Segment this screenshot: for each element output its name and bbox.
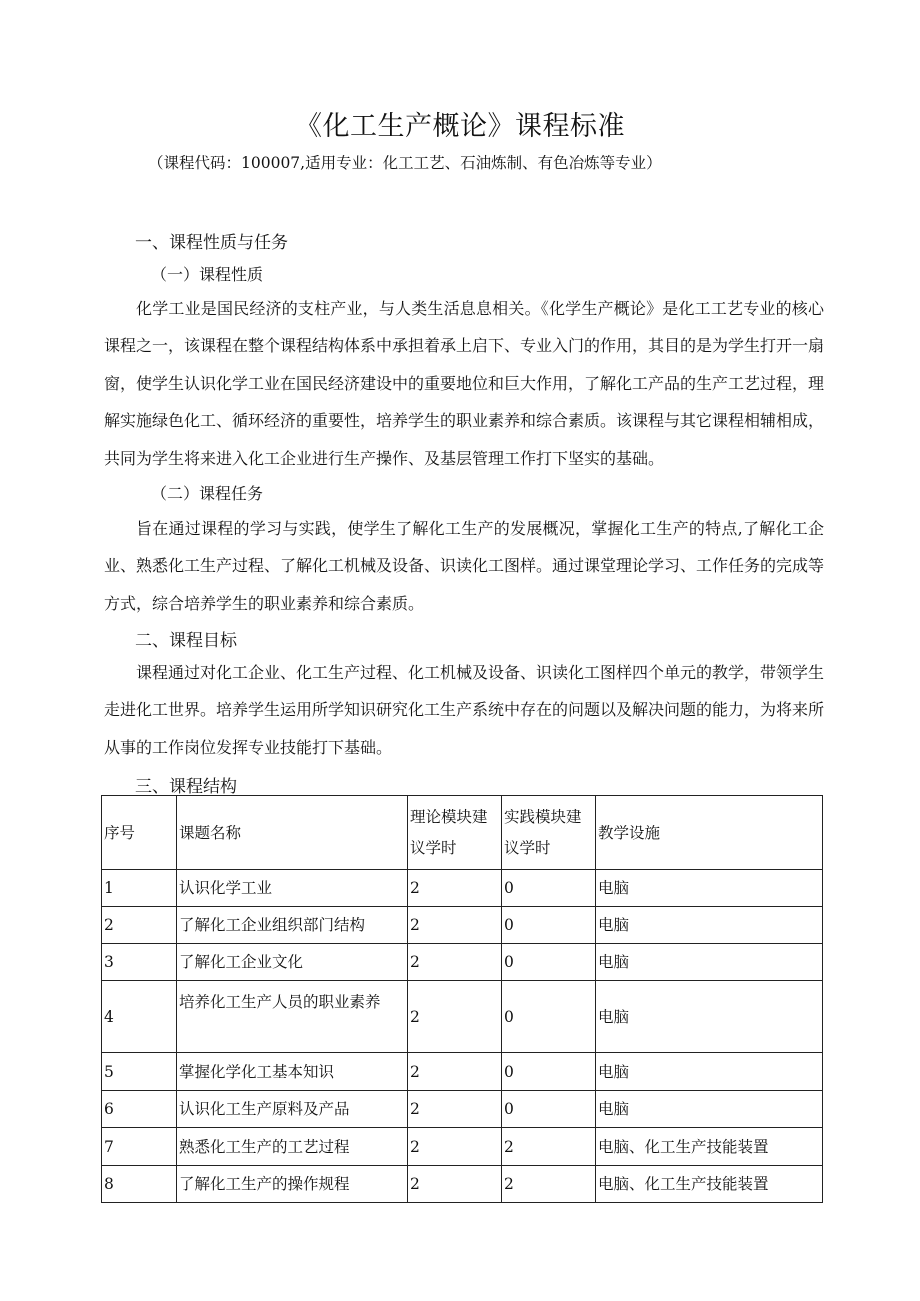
cell-index: 4 [102, 981, 177, 1053]
table-row [102, 1053, 823, 1091]
cell-index: 8 [102, 1166, 177, 1203]
cell-topic: 培养化工生产人员的职业素养 [177, 981, 408, 1053]
cell-facilities: 电脑 [596, 1091, 823, 1128]
section-heading-1: 一、课程性质与任务 [135, 233, 288, 253]
cell-practice-hours: 0 [502, 907, 596, 944]
table-header-row [102, 796, 823, 870]
cell-practice-hours: 0 [502, 944, 596, 981]
cell-facilities: 电脑、化工生产技能装置 [596, 1166, 823, 1203]
cell-practice-hours: 0 [502, 870, 596, 907]
header-cell-topic: 课题名称 [177, 796, 408, 870]
cell-theory-hours: 2 [408, 1166, 502, 1203]
cell-practice-hours: 2 [502, 1166, 596, 1203]
cell-index: 1 [102, 870, 177, 907]
cell-facilities: 电脑 [596, 907, 823, 944]
cell-index: 6 [102, 1091, 177, 1128]
table-row [102, 981, 823, 1053]
paragraph-course-nature: 化学工业是国民经济的支柱产业，与人类生活息息相关。《化学生产概论》是化工工艺专业的核心课程之一，该课程在整个课程结构体系中承担着承上启下、专业入门的作用，其目的是为学生打开一扇窗，使学生认识化学工业在国民经济建设中的重要地位和巨大作用，了解化工产品的生产工艺过程，理解实施绿色化工、循环经济的重要性，培养学生的职业素养和综合素质。该课程与其它课程相辅相成，共同为学生将来进入化工企业进行生产操作、及基层管理工作打下坚实的基础。 [104, 299, 825, 468]
cell-facilities: 电脑 [596, 870, 823, 907]
cell-practice-hours: 0 [502, 1091, 596, 1128]
subsection-heading-course-nature: （一）课程性质 [151, 265, 264, 284]
cell-facilities: 电脑 [596, 1053, 823, 1091]
paragraph-course-goal: 课程通过对化工企业、化工生产过程、化工机械及设备、识读化工图样四个单元的教学，带领学生走进化工世界。培养学生运用所学知识研究化工生产系统中存在的问题以及解决问题的能力，为将来所从事的工作岗位发挥专业技能打下基础。 [104, 663, 825, 757]
cell-topic: 熟悉化工生产的工艺过程 [177, 1128, 408, 1166]
subsection-heading-course-task: （二）课程任务 [151, 484, 264, 503]
cell-index: 7 [102, 1128, 177, 1166]
header-cell-practice-hours: 实践模块建议学时 [502, 796, 596, 870]
document-subtitle: （课程代码：100007,适用专业：化工工艺、石油炼制、有色冶炼等专业） [148, 154, 662, 172]
cell-index: 3 [102, 944, 177, 981]
cell-topic: 认识化学工业 [177, 870, 408, 907]
section-heading-2: 二、课程目标 [135, 631, 237, 651]
cell-theory-hours: 2 [408, 907, 502, 944]
header-cell-facilities: 教学设施 [596, 796, 823, 870]
document-title: 《化工生产概论》课程标准 [295, 111, 625, 142]
header-cell-theory-hours: 理论模块建议学时 [408, 796, 502, 870]
cell-theory-hours: 2 [408, 981, 502, 1053]
cell-index: 5 [102, 1053, 177, 1091]
cell-topic: 了解化工企业组织部门结构 [177, 907, 408, 944]
section-heading-3: 三、课程结构 [135, 777, 237, 797]
table-row [102, 870, 823, 907]
cell-theory-hours: 2 [408, 1128, 502, 1166]
cell-topic: 认识化工生产原料及产品 [177, 1091, 408, 1128]
header-cell-index: 序号 [102, 796, 177, 870]
cell-facilities: 电脑 [596, 944, 823, 981]
cell-index: 2 [102, 907, 177, 944]
cell-practice-hours: 0 [502, 1053, 596, 1091]
table-row [102, 907, 823, 944]
cell-topic: 掌握化学化工基本知识 [177, 1053, 408, 1091]
table-row [102, 1091, 823, 1128]
paragraph-course-task: 旨在通过课程的学习与实践，使学生了解化工生产的发展概况，掌握化工生产的特点,了解化工企业、熟悉化工生产过程、了解化工机械及设备、识读化工图样。通过课堂理论学习、工作任务的完成等方式，综合培养学生的职业素养和综合素质。 [104, 519, 825, 613]
cell-practice-hours: 0 [502, 981, 596, 1053]
course-structure-table [101, 795, 823, 1203]
table-row [102, 944, 823, 981]
table-row [102, 1128, 823, 1166]
cell-practice-hours: 2 [502, 1128, 596, 1166]
cell-facilities: 电脑 [596, 981, 823, 1053]
cell-facilities: 电脑、化工生产技能装置 [596, 1128, 823, 1166]
cell-theory-hours: 2 [408, 1053, 502, 1091]
cell-topic: 了解化工企业文化 [177, 944, 408, 981]
table-row [102, 1166, 823, 1203]
cell-topic: 了解化工生产的操作规程 [177, 1166, 408, 1203]
cell-theory-hours: 2 [408, 870, 502, 907]
cell-theory-hours: 2 [408, 1091, 502, 1128]
cell-theory-hours: 2 [408, 944, 502, 981]
